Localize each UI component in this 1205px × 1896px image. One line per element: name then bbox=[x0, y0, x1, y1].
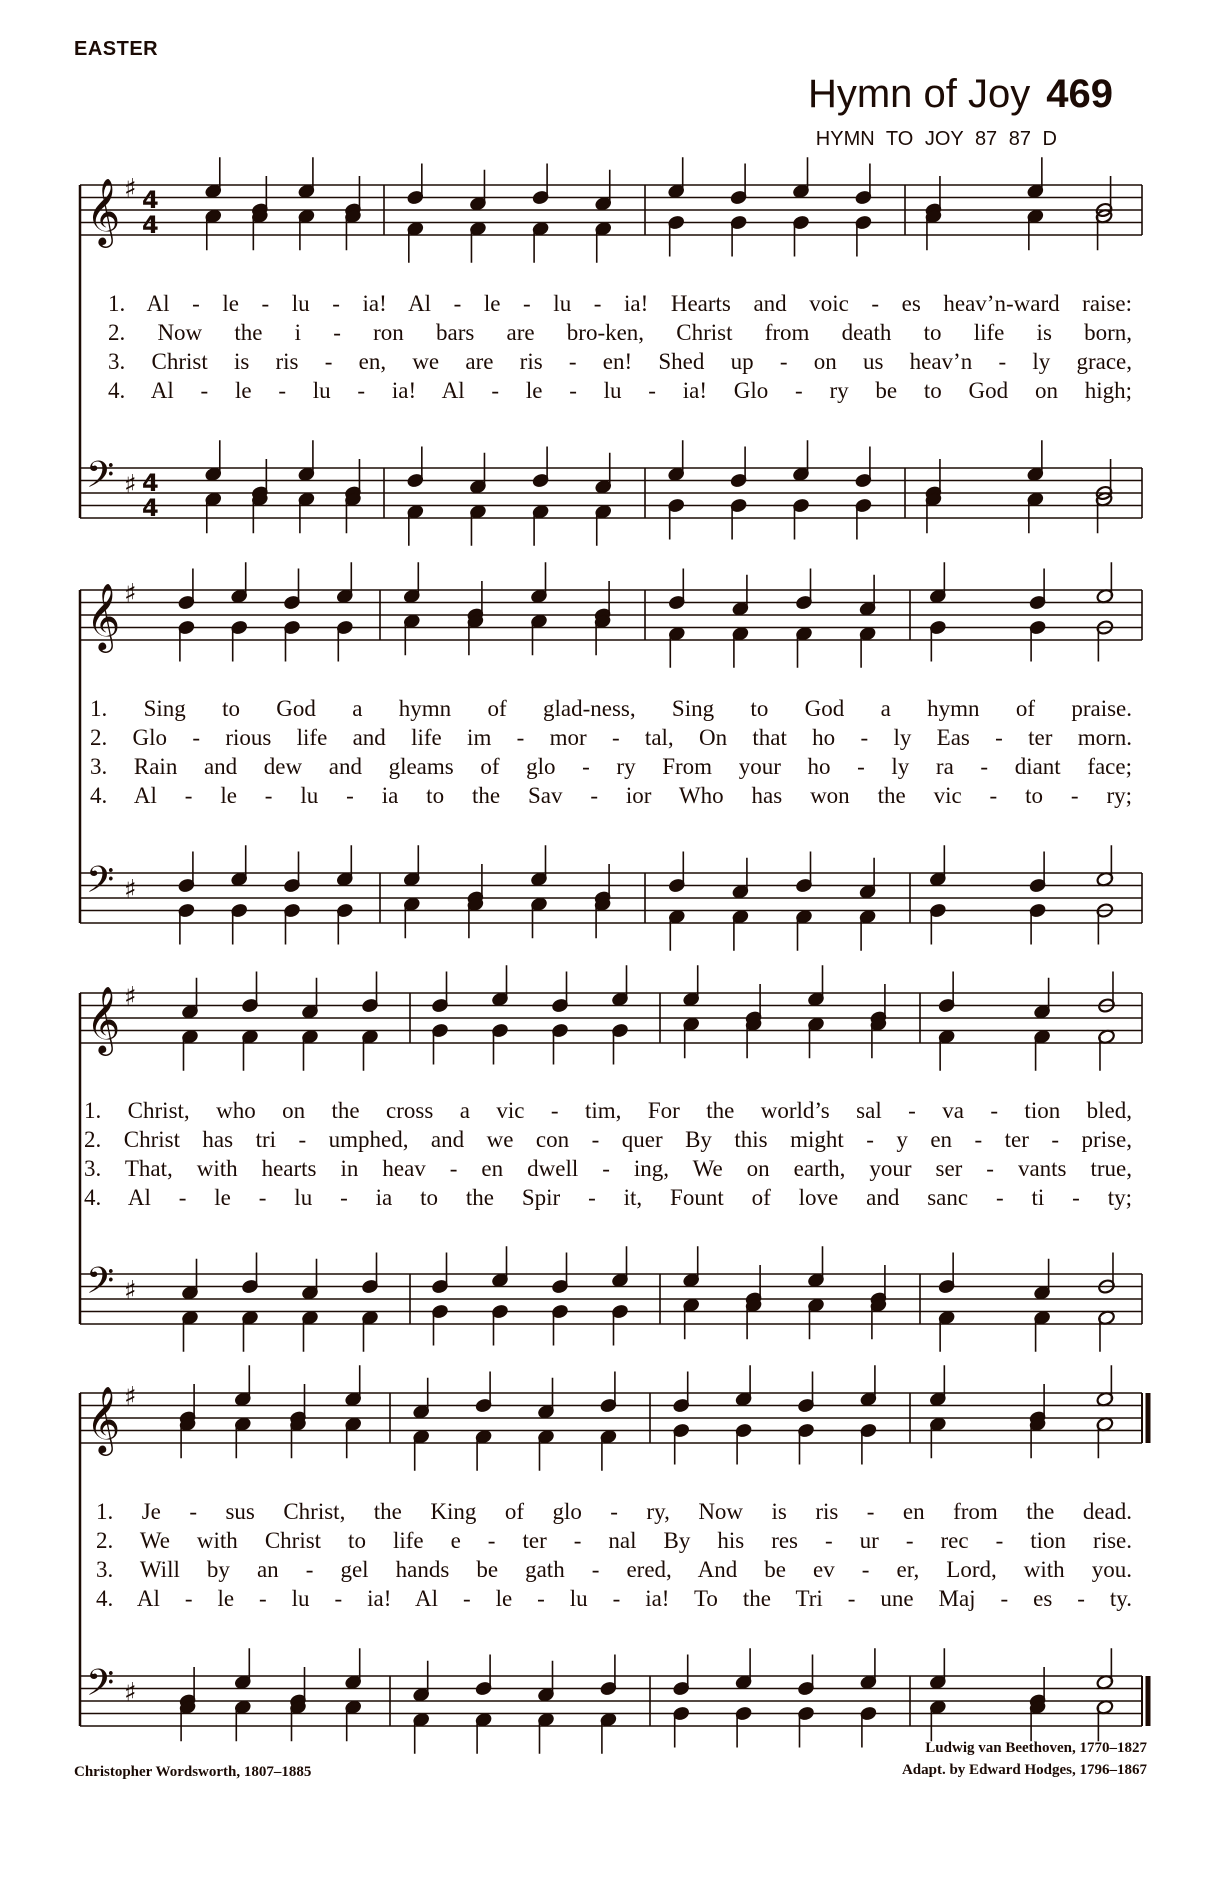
time-signature-top: 4 bbox=[142, 186, 159, 214]
lyric-line-3-1: 1. Christ, who on the cross a vic - tim, For the world’s sal - va - tion bled, bbox=[84, 1098, 1132, 1123]
lyric-line-2-1: 1. Sing to God a hymn of glad-ness, Sing to God a hymn of praise. bbox=[90, 696, 1132, 721]
key-signature-sharp-icon: ♯ bbox=[124, 174, 137, 204]
lyric-line-4-4: 4. Al - le - lu - ia! Al - le - lu - ia! To the Tri - une Maj - es - ty. bbox=[96, 1586, 1132, 1611]
time-signature-bottom: 4 bbox=[142, 494, 159, 522]
lyric-line-2-3: 3. Rain and dew and gleams of glo - ry From your ho - ly ra - diant face; bbox=[90, 754, 1132, 779]
section-label: EASTER bbox=[74, 38, 159, 60]
bass-clef-icon: 𝄢 bbox=[86, 454, 115, 505]
lyric-line-1-2: 2. Now the i - ron bars are bro-ken, Christ from death to life is born, bbox=[108, 320, 1132, 345]
lyric-line-1-4: 4. Al - le - lu - ia! Al - le - lu - ia! Glo - ry be to God on high; bbox=[108, 378, 1132, 403]
key-signature-sharp-icon: ♯ bbox=[124, 470, 137, 500]
lyric-line-1-1: 1. Al - le - lu - ia! Al - le - lu - ia! Hearts and voic - es heav’n-ward raise: bbox=[108, 291, 1132, 316]
lyric-line-1-3: 3. Christ is ris - en, we are ris - en! Shed up - on us heav’n - ly grace, bbox=[108, 349, 1132, 374]
bass-clef-icon: 𝄢 bbox=[86, 1662, 115, 1713]
key-signature-sharp-icon: ♯ bbox=[124, 982, 137, 1012]
credit-text-author: Christopher Wordsworth, 1807–1885 bbox=[74, 1764, 312, 1780]
tune-name: HYMN TO JOY bbox=[815, 128, 964, 150]
lyric-line-3-4: 4. Al - le - lu - ia to the Spir - it, Fount of love and sanc - ti - ty; bbox=[84, 1185, 1132, 1210]
lyric-line-4-2: 2. We with Christ to life e - ter - nal By his res - ur - rec - tion rise. bbox=[96, 1528, 1132, 1553]
key-signature-sharp-icon: ♯ bbox=[124, 1276, 137, 1306]
bass-clef-icon: 𝄢 bbox=[86, 859, 115, 910]
credit-composer: Ludwig van Beethoven, 1770–1827 bbox=[925, 1740, 1147, 1756]
key-signature-sharp-icon: ♯ bbox=[124, 579, 137, 609]
lyric-line-4-3: 3. Will by an - gel hands be gath - ered, And be ev - er, Lord, with you. bbox=[96, 1557, 1132, 1582]
tune-meter: 87 87 D bbox=[974, 128, 1057, 150]
treble-clef-icon: 𝄞 bbox=[86, 177, 121, 245]
treble-clef-icon: 𝄞 bbox=[86, 985, 121, 1053]
lyric-line-3-2: 2. Christ has tri - umphed, and we con - quer By this might - y en - ter - prise, bbox=[84, 1127, 1132, 1152]
treble-clef-icon: 𝄞 bbox=[86, 1385, 121, 1453]
key-signature-sharp-icon: ♯ bbox=[124, 875, 137, 905]
hymn-number: 469 bbox=[1046, 72, 1113, 116]
time-signature-top: 4 bbox=[142, 469, 159, 497]
lyric-line-2-4: 4. Al - le - lu - ia to the Sav - ior Who has won the vic - to - ry; bbox=[90, 783, 1132, 808]
credit-arranger: Adapt. by Edward Hodges, 1796–1867 bbox=[901, 1762, 1147, 1778]
treble-clef-icon: 𝄞 bbox=[86, 582, 121, 650]
lyric-line-3-3: 3. That, with hearts in heav - en dwell - ing, We on earth, your ser - vants true, bbox=[84, 1156, 1132, 1181]
hymn-title-text: Hymn of Joy bbox=[807, 72, 1031, 116]
time-signature-bottom: 4 bbox=[142, 211, 159, 239]
bass-clef-icon: 𝄢 bbox=[86, 1260, 115, 1311]
key-signature-sharp-icon: ♯ bbox=[124, 1382, 137, 1412]
lyric-line-2-2: 2. Glo - rious life and life im - mor - tal, On that ho - ly Eas - ter morn. bbox=[90, 725, 1132, 750]
key-signature-sharp-icon: ♯ bbox=[124, 1678, 137, 1708]
lyric-line-4-1: 1. Je - sus Christ, the King of glo - ry, Now is ris - en from the dead. bbox=[96, 1499, 1132, 1524]
